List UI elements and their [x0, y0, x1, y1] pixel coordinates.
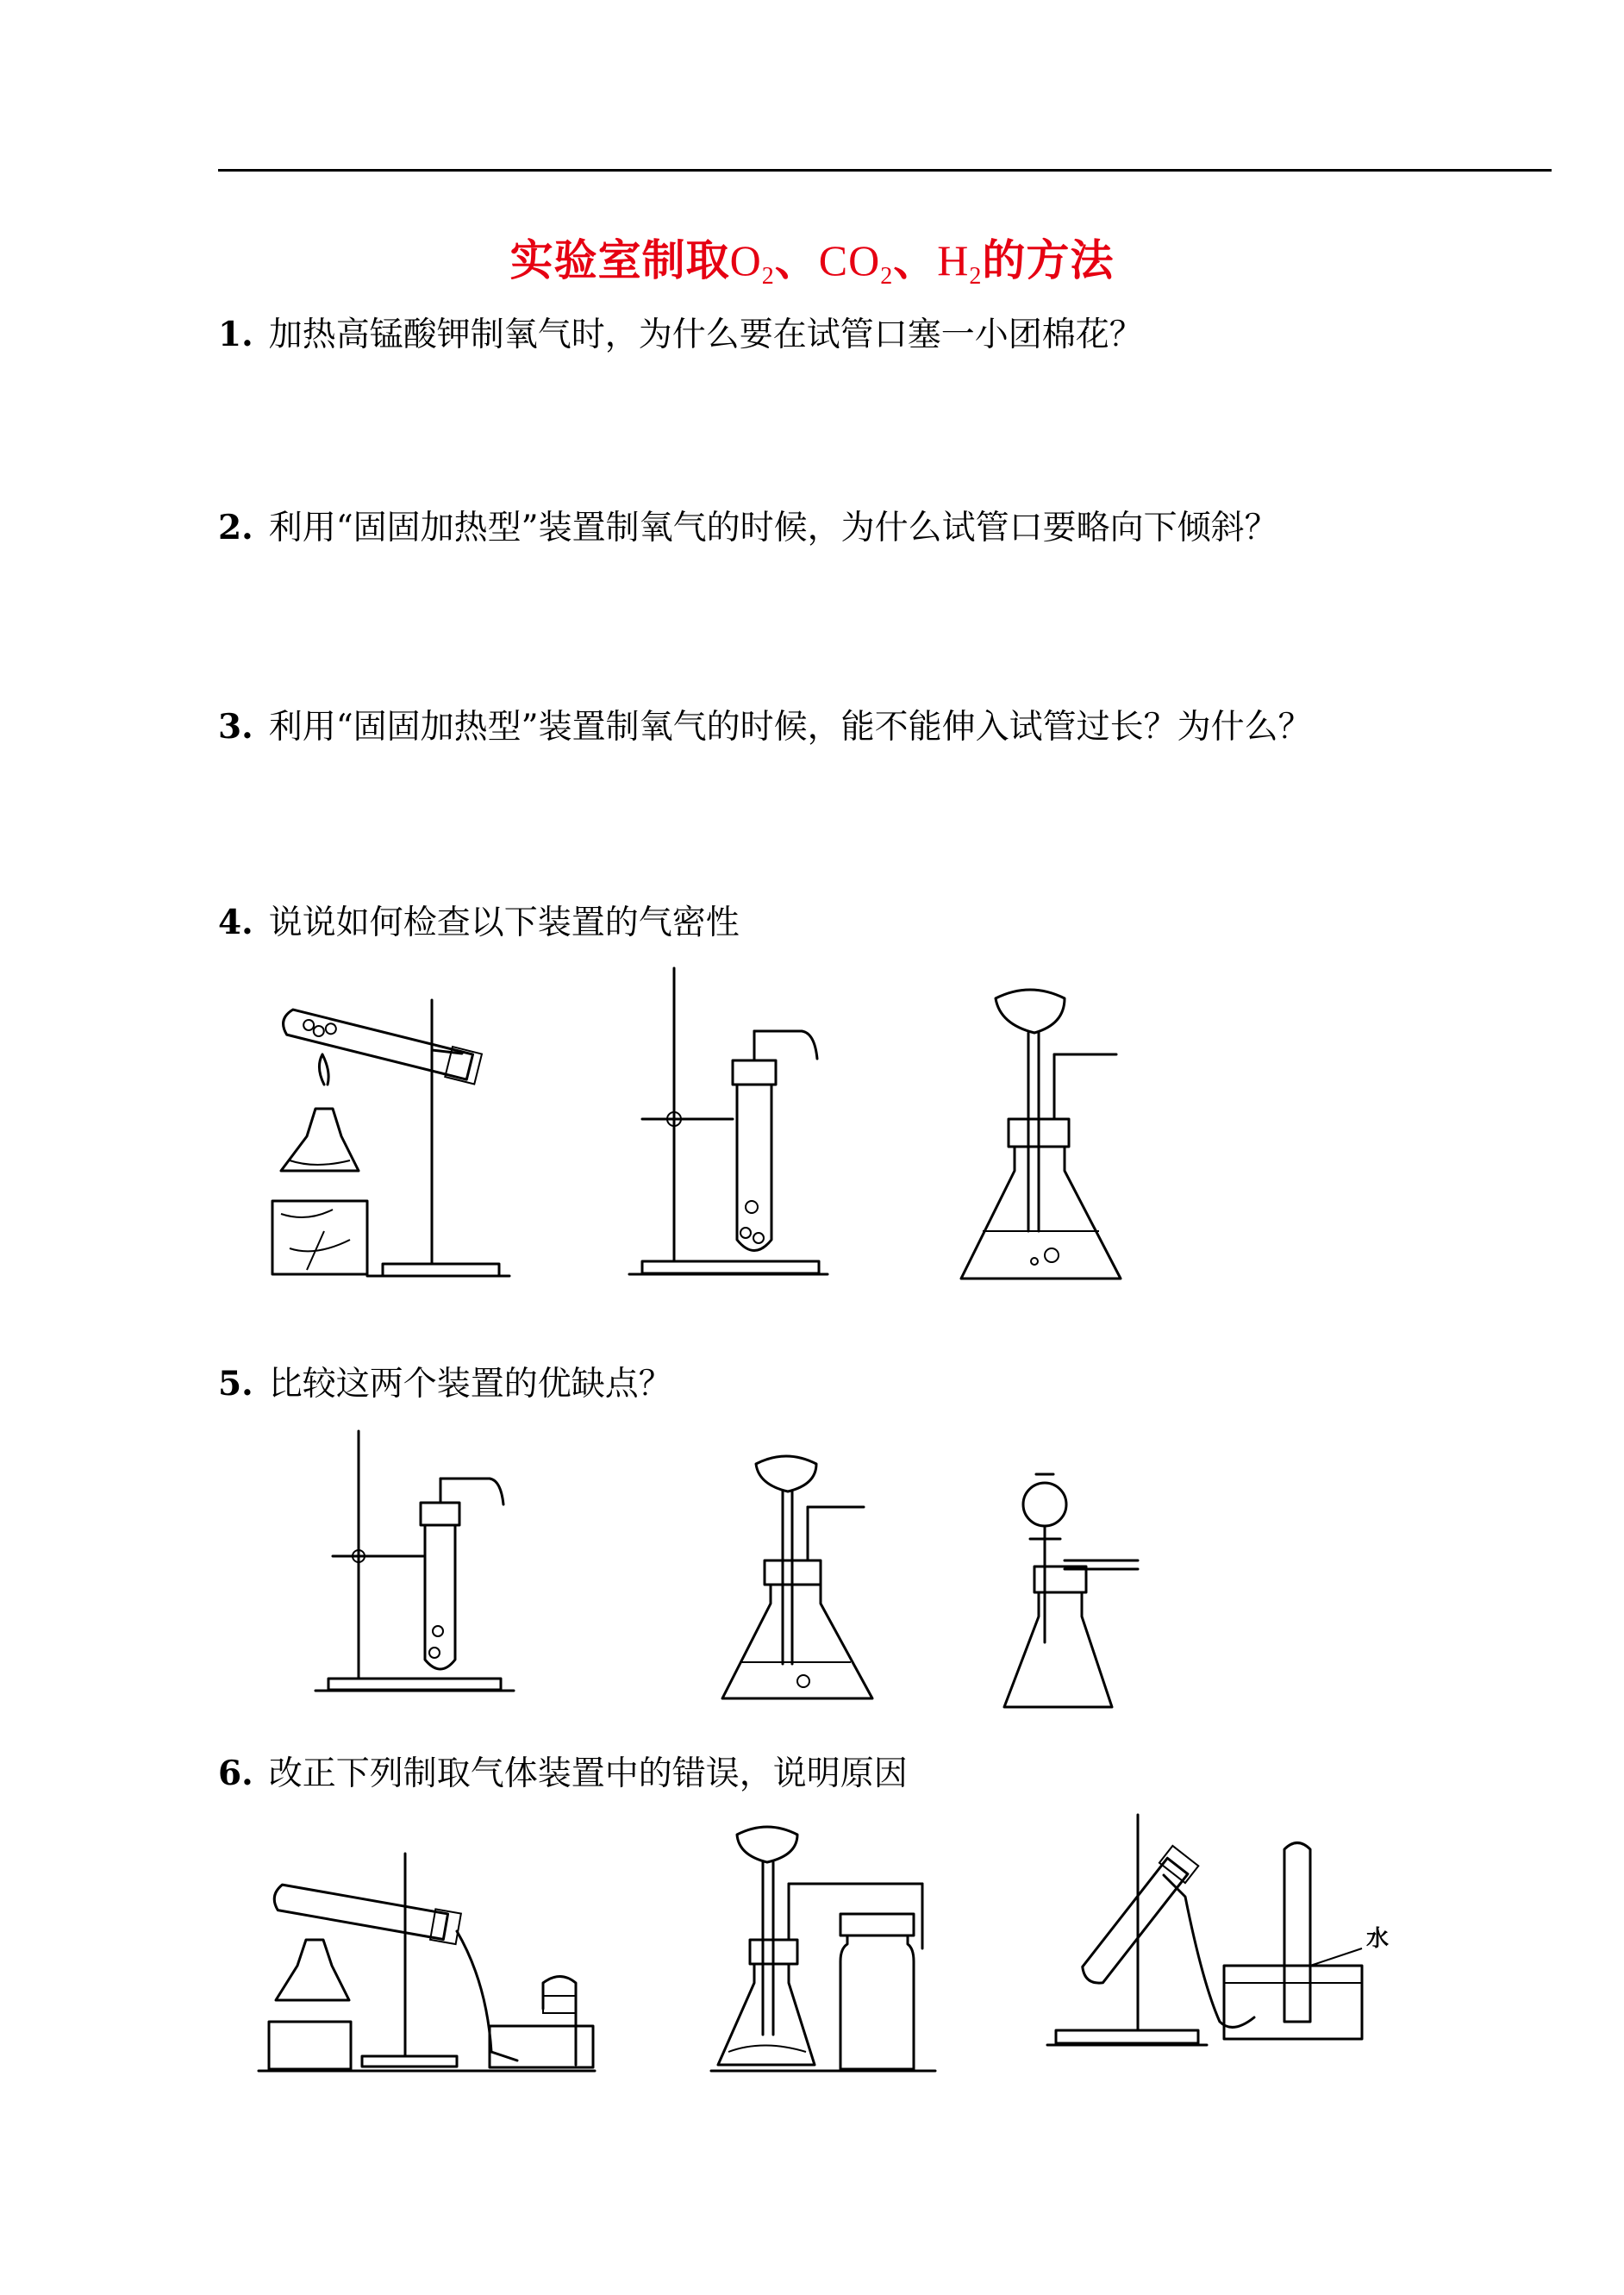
- long-neck-funnel-flask-icon: [717, 1448, 890, 1707]
- gas-collection-bottle-icon: [711, 1819, 935, 2078]
- question-5: 5. 比较这两个装置的优缺点？: [218, 1364, 672, 1404]
- test-tube-clamp-stand-icon: [638, 964, 836, 1291]
- page-title: 实验室制取$O_2$、$CO_2$、$H_2$的方法: [509, 235, 1115, 290]
- separatory-funnel-flask-icon: [1000, 1470, 1146, 1720]
- question-6: 6. 改正下列制取气体装置中的错误，说明原因: [218, 1754, 908, 1793]
- header-rule: [218, 169, 1552, 172]
- alcohol-lamp-test-tube-icon: [255, 964, 514, 1291]
- water-label: 水: [1366, 1926, 1390, 1952]
- question-4: 4. 说说如何检查以下装置的气密性: [218, 903, 740, 942]
- alcohol-lamp-test-tube-icon: [259, 1845, 603, 2078]
- water-trough-icon: [1052, 1810, 1414, 2060]
- question-1: 1. 加热高锰酸钾制氧气时，为什么要在试管口塞一小团棉花？: [218, 315, 1143, 354]
- question-2: 2. 利用“固固加热型”装置制氧气的时候，为什么试管口要略向下倾斜？: [218, 508, 1278, 547]
- test-tube-clamp-stand-icon: [324, 1427, 522, 1707]
- long-neck-funnel-flask-icon: [953, 981, 1142, 1291]
- question-3: 3. 利用“固固加热型”装置制氧气的时候，能不能伸入试管过长？为什么？: [218, 707, 1312, 747]
